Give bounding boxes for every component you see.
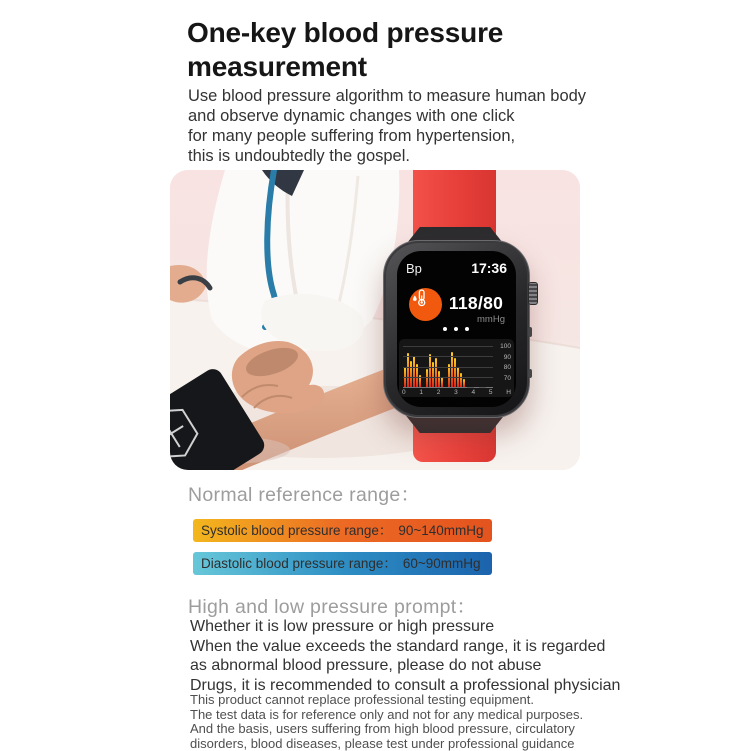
intro-line: this is undoubtedly the gospel. xyxy=(188,146,586,166)
disclaimer-line: The test data is for reference only and not for any medical purposes. xyxy=(190,708,583,723)
intro-paragraph xyxy=(188,86,586,166)
intro-line: and observe dynamic changes with one click xyxy=(188,106,586,126)
watch-app-label: Bp xyxy=(406,261,422,276)
prompt-paragraph xyxy=(190,617,620,695)
prompt-heading: High and low pressure prompt： xyxy=(188,591,476,619)
disclaimer-text xyxy=(190,693,583,751)
watch-chart-xaxis: 0 1 2 3 4 5 H xyxy=(402,389,511,396)
reference-heading: Normal reference range： xyxy=(188,479,420,507)
blood-pressure-thermometer-icon xyxy=(409,288,429,308)
watch-chart-plot xyxy=(403,346,493,388)
diastolic-range-bar xyxy=(193,552,492,575)
product-photo xyxy=(170,170,580,470)
bp-value: 118/80 xyxy=(447,293,505,314)
prompt-line: as abnormal blood pressure, please do not abuse xyxy=(190,656,620,676)
intro-line: Use blood pressure algorithm to measure human body xyxy=(188,86,586,106)
watch-crown xyxy=(528,282,538,305)
intro-line: for many people suffering from hypertension, xyxy=(188,126,586,146)
systolic-range-value: 90~140mmHg xyxy=(398,523,483,538)
pagination-dots xyxy=(443,327,469,331)
watch-side-button xyxy=(528,327,532,337)
diastolic-range-value: 60~90mmHg xyxy=(403,556,481,571)
bp-icon xyxy=(409,288,442,321)
prompt-line: Whether it is low pressure or high pressure xyxy=(190,617,620,637)
diastolic-range-label: Diastolic blood pressure range： xyxy=(201,556,397,571)
bp-unit: mmHg xyxy=(447,314,505,325)
systolic-range-label: Systolic blood pressure range： xyxy=(201,523,392,538)
baseline-dash xyxy=(467,387,474,388)
disclaimer-line: disorders, blood diseases, please test under professional guidance xyxy=(190,737,583,751)
watch-chart xyxy=(399,339,514,397)
prompt-line: When the value exceeds the standard range, it is regarded xyxy=(190,637,620,657)
watch-screen xyxy=(397,251,516,407)
baseline-dash xyxy=(479,387,486,388)
watch-side-button xyxy=(528,369,532,378)
systolic-range-bar xyxy=(193,519,492,542)
watch-chart-yaxis: 100 90 80 70 xyxy=(499,342,512,384)
disclaimer-line: And the basis, users suffering from high blood pressure, circulatory xyxy=(190,722,583,737)
page-title: One-key blood pressure measurement xyxy=(187,16,617,84)
smartwatch xyxy=(383,240,530,418)
watch-time: 17:36 xyxy=(471,260,507,276)
disclaimer-line: This product cannot replace professional testing equipment. xyxy=(190,693,583,708)
prompt-line: Drugs, it is recommended to consult a professional physician xyxy=(190,676,620,696)
